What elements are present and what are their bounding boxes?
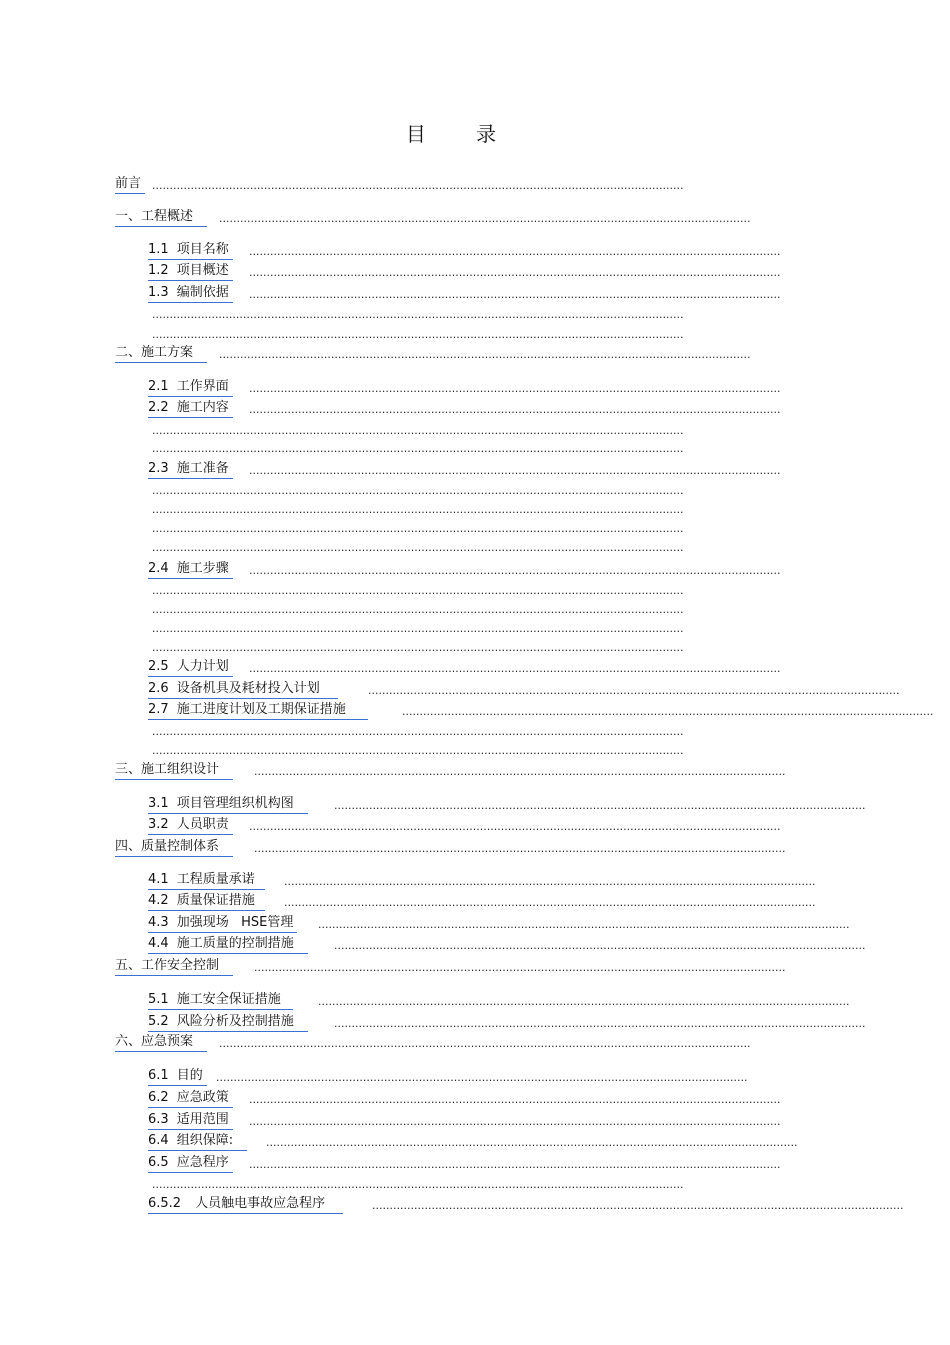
toc-entry-6-2[interactable] bbox=[148, 1090, 233, 1108]
toc-link[interactable]: 4.4 施工质量的控制措施 bbox=[148, 936, 308, 952]
toc-link[interactable]: 2.3 施工准备 bbox=[148, 461, 233, 477]
toc-entry-2-3[interactable] bbox=[148, 461, 233, 479]
toc-entry-preface[interactable] bbox=[115, 176, 145, 194]
toc-leader-dots: ........................................................................................................................................................ bbox=[249, 403, 781, 416]
toc-leader-dots: ........................................................................................................................................................ bbox=[402, 705, 934, 718]
toc-leader-dots: ........................................................................................................................................................ bbox=[284, 875, 816, 888]
toc-entry-section-3[interactable] bbox=[115, 762, 233, 780]
toc-entry-5-2[interactable] bbox=[148, 1014, 308, 1032]
toc-link[interactable]: 2.5 人力计划 bbox=[148, 659, 233, 675]
toc-leader-dots: ........................................................................................................................................................ bbox=[249, 662, 781, 675]
toc-entry-section-4[interactable] bbox=[115, 839, 233, 857]
toc-leader-dots: ........................................................................................................................................................ bbox=[219, 1037, 751, 1050]
toc-link[interactable]: 五、工作安全控制 bbox=[115, 958, 233, 974]
toc-leader-dots: ........................................................................................................................................................ bbox=[249, 464, 781, 477]
toc-entry-2-1[interactable] bbox=[148, 379, 233, 397]
toc-link[interactable]: 4.1 工程质量承诺 bbox=[148, 872, 265, 888]
toc-leader-dots: ........................................................................................................................................................ bbox=[249, 245, 781, 258]
toc-link[interactable]: 三、施工组织设计 bbox=[115, 762, 233, 778]
toc-entry-4-2[interactable] bbox=[148, 893, 265, 911]
toc-entry-5-1[interactable] bbox=[148, 992, 293, 1010]
toc-link[interactable]: 2.7 施工进度计划及工期保证措施 bbox=[148, 702, 368, 718]
page-title: 目 录 bbox=[405, 122, 519, 146]
toc-entry-6-3[interactable] bbox=[148, 1112, 233, 1130]
toc-leader-dots: ........................................................................................................................................................ bbox=[152, 541, 684, 554]
toc-leader-dots: ........................................................................................................................................................ bbox=[249, 1115, 781, 1128]
toc-link[interactable]: 2.2 施工内容 bbox=[148, 400, 233, 416]
toc-entry-section-2[interactable] bbox=[115, 345, 207, 363]
toc-leader-dots: ........................................................................................................................................................ bbox=[152, 503, 684, 516]
toc-link[interactable]: 2.6 设备机具及耗材投入计划 bbox=[148, 681, 338, 697]
toc-link[interactable]: 四、质量控制体系 bbox=[115, 839, 233, 855]
toc-link[interactable]: 1.2 项目概述 bbox=[148, 263, 233, 279]
toc-leader-dots: ........................................................................................................................................................ bbox=[152, 744, 684, 757]
toc-leader-dots: ........................................................................................................................................................ bbox=[284, 896, 816, 909]
toc-leader-dots: ........................................................................................................................................................ bbox=[152, 603, 684, 616]
toc-link[interactable]: 5.1 施工安全保证措施 bbox=[148, 992, 293, 1008]
toc-leader-dots: ........................................................................................................................................................ bbox=[249, 1158, 781, 1171]
toc-leader-dots: ........................................................................................................................................................ bbox=[152, 308, 684, 321]
toc-leader-dots: ........................................................................................................................................................ bbox=[249, 564, 781, 577]
toc-link[interactable]: 4.3 加强现场 HSE管理 bbox=[148, 915, 297, 931]
toc-entry-2-6[interactable] bbox=[148, 681, 338, 699]
toc-leader-dots: ........................................................................................................................................................ bbox=[152, 584, 684, 597]
toc-entry-1-2[interactable] bbox=[148, 263, 233, 281]
toc-leader-dots: ........................................................................................................................................................ bbox=[249, 382, 781, 395]
toc-link[interactable]: 6.2 应急政策 bbox=[148, 1090, 233, 1106]
toc-entry-1-1[interactable] bbox=[148, 242, 233, 260]
toc-leader-dots: ........................................................................................................................................................ bbox=[152, 622, 684, 635]
toc-leader-dots: ........................................................................................................................................................ bbox=[152, 442, 684, 455]
toc-link[interactable]: 6.5.2 人员触电事故应急程序 bbox=[148, 1196, 343, 1212]
toc-leader-dots: ........................................................................................................................................................ bbox=[318, 918, 850, 931]
toc-link[interactable]: 1.1 项目名称 bbox=[148, 242, 233, 258]
toc-entry-4-4[interactable] bbox=[148, 936, 308, 954]
toc-entry-6-4[interactable] bbox=[148, 1133, 247, 1151]
toc-entry-section-6[interactable] bbox=[115, 1034, 207, 1052]
toc-entry-2-4[interactable] bbox=[148, 561, 233, 579]
toc-leader-dots: ........................................................................................................................................................ bbox=[266, 1136, 798, 1149]
toc-leader-dots: ........................................................................................................................................................ bbox=[219, 212, 751, 225]
toc-link[interactable]: 6.5 应急程序 bbox=[148, 1155, 233, 1171]
toc-leader-dots: ........................................................................................................................................................ bbox=[152, 424, 684, 437]
toc-leader-dots: ........................................................................................................................................................ bbox=[318, 995, 850, 1008]
toc-entry-3-2[interactable] bbox=[148, 817, 233, 835]
toc-link[interactable]: 2.4 施工步骤 bbox=[148, 561, 233, 577]
toc-leader-dots: ........................................................................................................................................................ bbox=[249, 288, 781, 301]
toc-leader-dots: ........................................................................................................................................................ bbox=[152, 725, 684, 738]
toc-entry-2-5[interactable] bbox=[148, 659, 233, 677]
toc-link[interactable]: 4.2 质量保证措施 bbox=[148, 893, 265, 909]
toc-leader-dots: ........................................................................................................................................................ bbox=[334, 939, 866, 952]
toc-leader-dots: ........................................................................................................................................................ bbox=[219, 348, 751, 361]
toc-link[interactable]: 6.1 目的 bbox=[148, 1068, 207, 1084]
toc-leader-dots: ........................................................................................................................................................ bbox=[152, 179, 684, 192]
toc-entry-4-1[interactable] bbox=[148, 872, 265, 890]
toc-link[interactable]: 3.1 项目管理组织机构图 bbox=[148, 796, 308, 812]
toc-link[interactable]: 1.3 编制依据 bbox=[148, 285, 233, 301]
toc-entry-6-5-2[interactable] bbox=[148, 1196, 343, 1214]
toc-leader-dots: ........................................................................................................................................................ bbox=[372, 1199, 904, 1212]
toc-leader-dots: ........................................................................................................................................................ bbox=[254, 961, 786, 974]
toc-leader-dots: ........................................................................................................................................................ bbox=[216, 1071, 748, 1084]
toc-leader-dots: ........................................................................................................................................................ bbox=[334, 1017, 866, 1030]
toc-leader-dots: ........................................................................................................................................................ bbox=[249, 266, 781, 279]
toc-leader-dots: ........................................................................................................................................................ bbox=[152, 641, 684, 654]
toc-entry-1-3[interactable] bbox=[148, 285, 233, 303]
toc-leader-dots: ........................................................................................................................................................ bbox=[254, 765, 786, 778]
toc-leader-dots: ........................................................................................................................................................ bbox=[334, 799, 866, 812]
toc-link[interactable]: 6.4 组织保障: bbox=[148, 1133, 247, 1149]
toc-entry-2-2[interactable] bbox=[148, 400, 233, 418]
toc-entry-4-3[interactable] bbox=[148, 915, 297, 933]
toc-link[interactable]: 六、应急预案 bbox=[115, 1034, 207, 1050]
toc-leader-dots: ........................................................................................................................................................ bbox=[249, 820, 781, 833]
toc-leader-dots: ........................................................................................................................................................ bbox=[249, 1093, 781, 1106]
toc-entry-3-1[interactable] bbox=[148, 796, 308, 814]
toc-leader-dots: ........................................................................................................................................................ bbox=[152, 1178, 684, 1191]
toc-leader-dots: ........................................................................................................................................................ bbox=[152, 328, 684, 341]
toc-link[interactable]: 前言 bbox=[115, 176, 145, 192]
toc-link[interactable]: 3.2 人员职责 bbox=[148, 817, 233, 833]
toc-link[interactable]: 6.3 适用范围 bbox=[148, 1112, 233, 1128]
toc-entry-2-7[interactable] bbox=[148, 702, 368, 720]
toc-leader-dots: ........................................................................................................................................................ bbox=[152, 484, 684, 497]
toc-entry-6-5[interactable] bbox=[148, 1155, 233, 1173]
toc-link[interactable]: 5.2 风险分析及控制措施 bbox=[148, 1014, 308, 1030]
toc-link[interactable]: 一、工程概述 bbox=[115, 209, 207, 225]
toc-entry-section-1[interactable] bbox=[115, 209, 207, 227]
toc-leader-dots: ........................................................................................................................................................ bbox=[254, 842, 786, 855]
toc-entry-6-1[interactable] bbox=[148, 1068, 207, 1086]
toc-leader-dots: ........................................................................................................................................................ bbox=[152, 522, 684, 535]
toc-leader-dots: ........................................................................................................................................................ bbox=[368, 684, 900, 697]
toc-entry-section-5[interactable] bbox=[115, 958, 233, 976]
toc-link[interactable]: 二、施工方案 bbox=[115, 345, 207, 361]
toc-link[interactable]: 2.1 工作界面 bbox=[148, 379, 233, 395]
